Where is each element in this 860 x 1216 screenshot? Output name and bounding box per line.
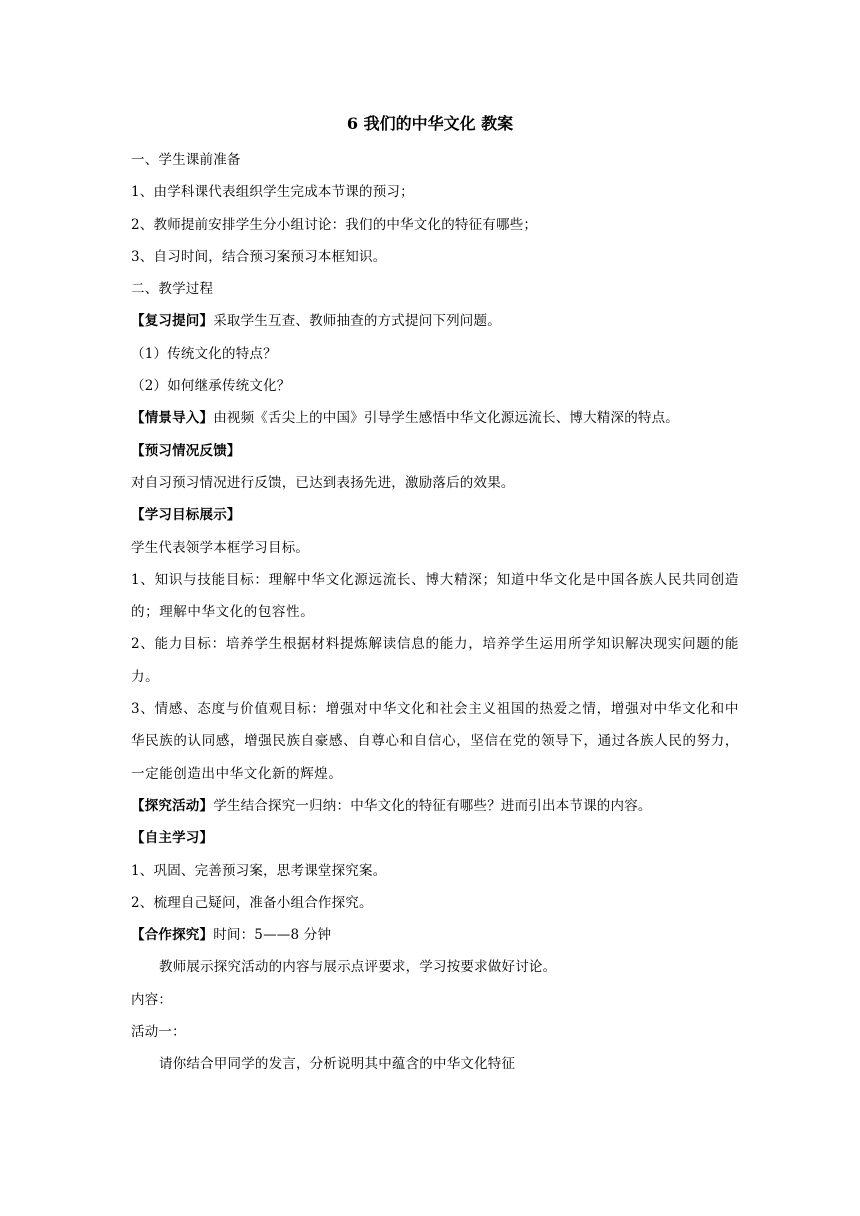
document-title: 6 我们的中华文化 教案 xyxy=(346,114,514,133)
paragraph-line: 1、巩固、完善预习案，思考课堂探究案。 xyxy=(131,862,387,879)
paragraph-line: 对自习预习情况进行反馈，已达到表扬先进，激励落后的效果。 xyxy=(131,474,515,491)
paragraph-inquiry-activity xyxy=(131,790,739,822)
tag-text: 由视频《舌尖上的中国》引导学生感悟中华文化源远流长、博大精深的特点。 xyxy=(213,410,680,427)
paragraph-indented: 教师展示探究活动的内容与展示点评要求，学习按要求做好讨论。 xyxy=(159,959,557,976)
bracket-tag: 【探究活动】 xyxy=(131,797,214,814)
paragraph-line: （2）如何继承传统文化？ xyxy=(131,378,291,395)
tag-text: 学生结合探究一归纳：中华文化的特征有哪些？进而引出本节课的内容。 xyxy=(213,797,652,814)
bracket-tag: 【预习情况反馈】 xyxy=(131,442,241,459)
bracket-tag: 【自主学习】 xyxy=(131,830,214,847)
tag-text: 采取学生互查、教师抽查的方式提问下列问题。 xyxy=(213,313,501,330)
goal-emotion: 3、情感、态度与价值观目标：增强对中华文化和社会主义祖国的热爱之情，增强对中华文化和中华民族的认同感，增强民族自豪感、自尊心和自信心，坚信在党的领导下，通过各族人民的努力，一定能创造出中华文化新的辉煌。 xyxy=(131,701,739,782)
paragraph-preview-feedback xyxy=(131,435,739,467)
document-body xyxy=(131,144,739,1081)
goal-ability: 2、能力目标：培养学生根据材料提炼解读信息的能力，培养学生运用所学知识解决现实问题的能力。 xyxy=(131,636,739,685)
paragraph-cooperative-inquiry xyxy=(131,919,739,951)
tag-text: 时间：5——8 分钟 xyxy=(213,927,332,944)
bracket-tag: 【复习提问】 xyxy=(131,313,214,330)
paragraph-line: 内容： xyxy=(131,991,173,1008)
paragraph-line: 学生代表领学本框学习目标。 xyxy=(131,539,310,556)
section-heading-process: 二、教学过程 xyxy=(131,281,214,298)
paragraph-line: 1、由学科课代表组织学生完成本节课的预习； xyxy=(131,184,414,201)
bracket-tag: 【学习目标展示】 xyxy=(131,507,241,524)
paragraph-indented: 请你结合甲同学的发言，分析说明其中蕴含的中华文化特征 xyxy=(159,1056,516,1073)
paragraph-line: 活动一： xyxy=(131,1024,186,1041)
goal-knowledge: 1、知识与技能目标：理解中华文化源远流长、博大精深；知道中华文化是中国各族人民共同创造的；理解中华文化的包容性。 xyxy=(131,571,739,621)
paragraph-line: （1）传统文化的特点？ xyxy=(131,345,277,362)
paragraph-learning-goals xyxy=(131,499,739,531)
paragraph-scene-intro xyxy=(131,402,739,434)
section-heading-preparation: 一、学生课前准备 xyxy=(131,152,241,168)
paragraph-line: 2、教师提前安排学生分小组讨论：我们的中华文化的特征有哪些； xyxy=(131,216,538,233)
paragraph-review-questions xyxy=(131,305,739,337)
bracket-tag: 【合作探究】 xyxy=(131,927,214,944)
paragraph-line: 3、自习时间，结合预习案预习本框知识。 xyxy=(131,248,387,265)
paragraph-line: 2、梳理自己疑问，准备小组合作探究。 xyxy=(131,894,373,911)
paragraph-self-study xyxy=(131,822,739,854)
bracket-tag: 【情景导入】 xyxy=(131,410,214,427)
